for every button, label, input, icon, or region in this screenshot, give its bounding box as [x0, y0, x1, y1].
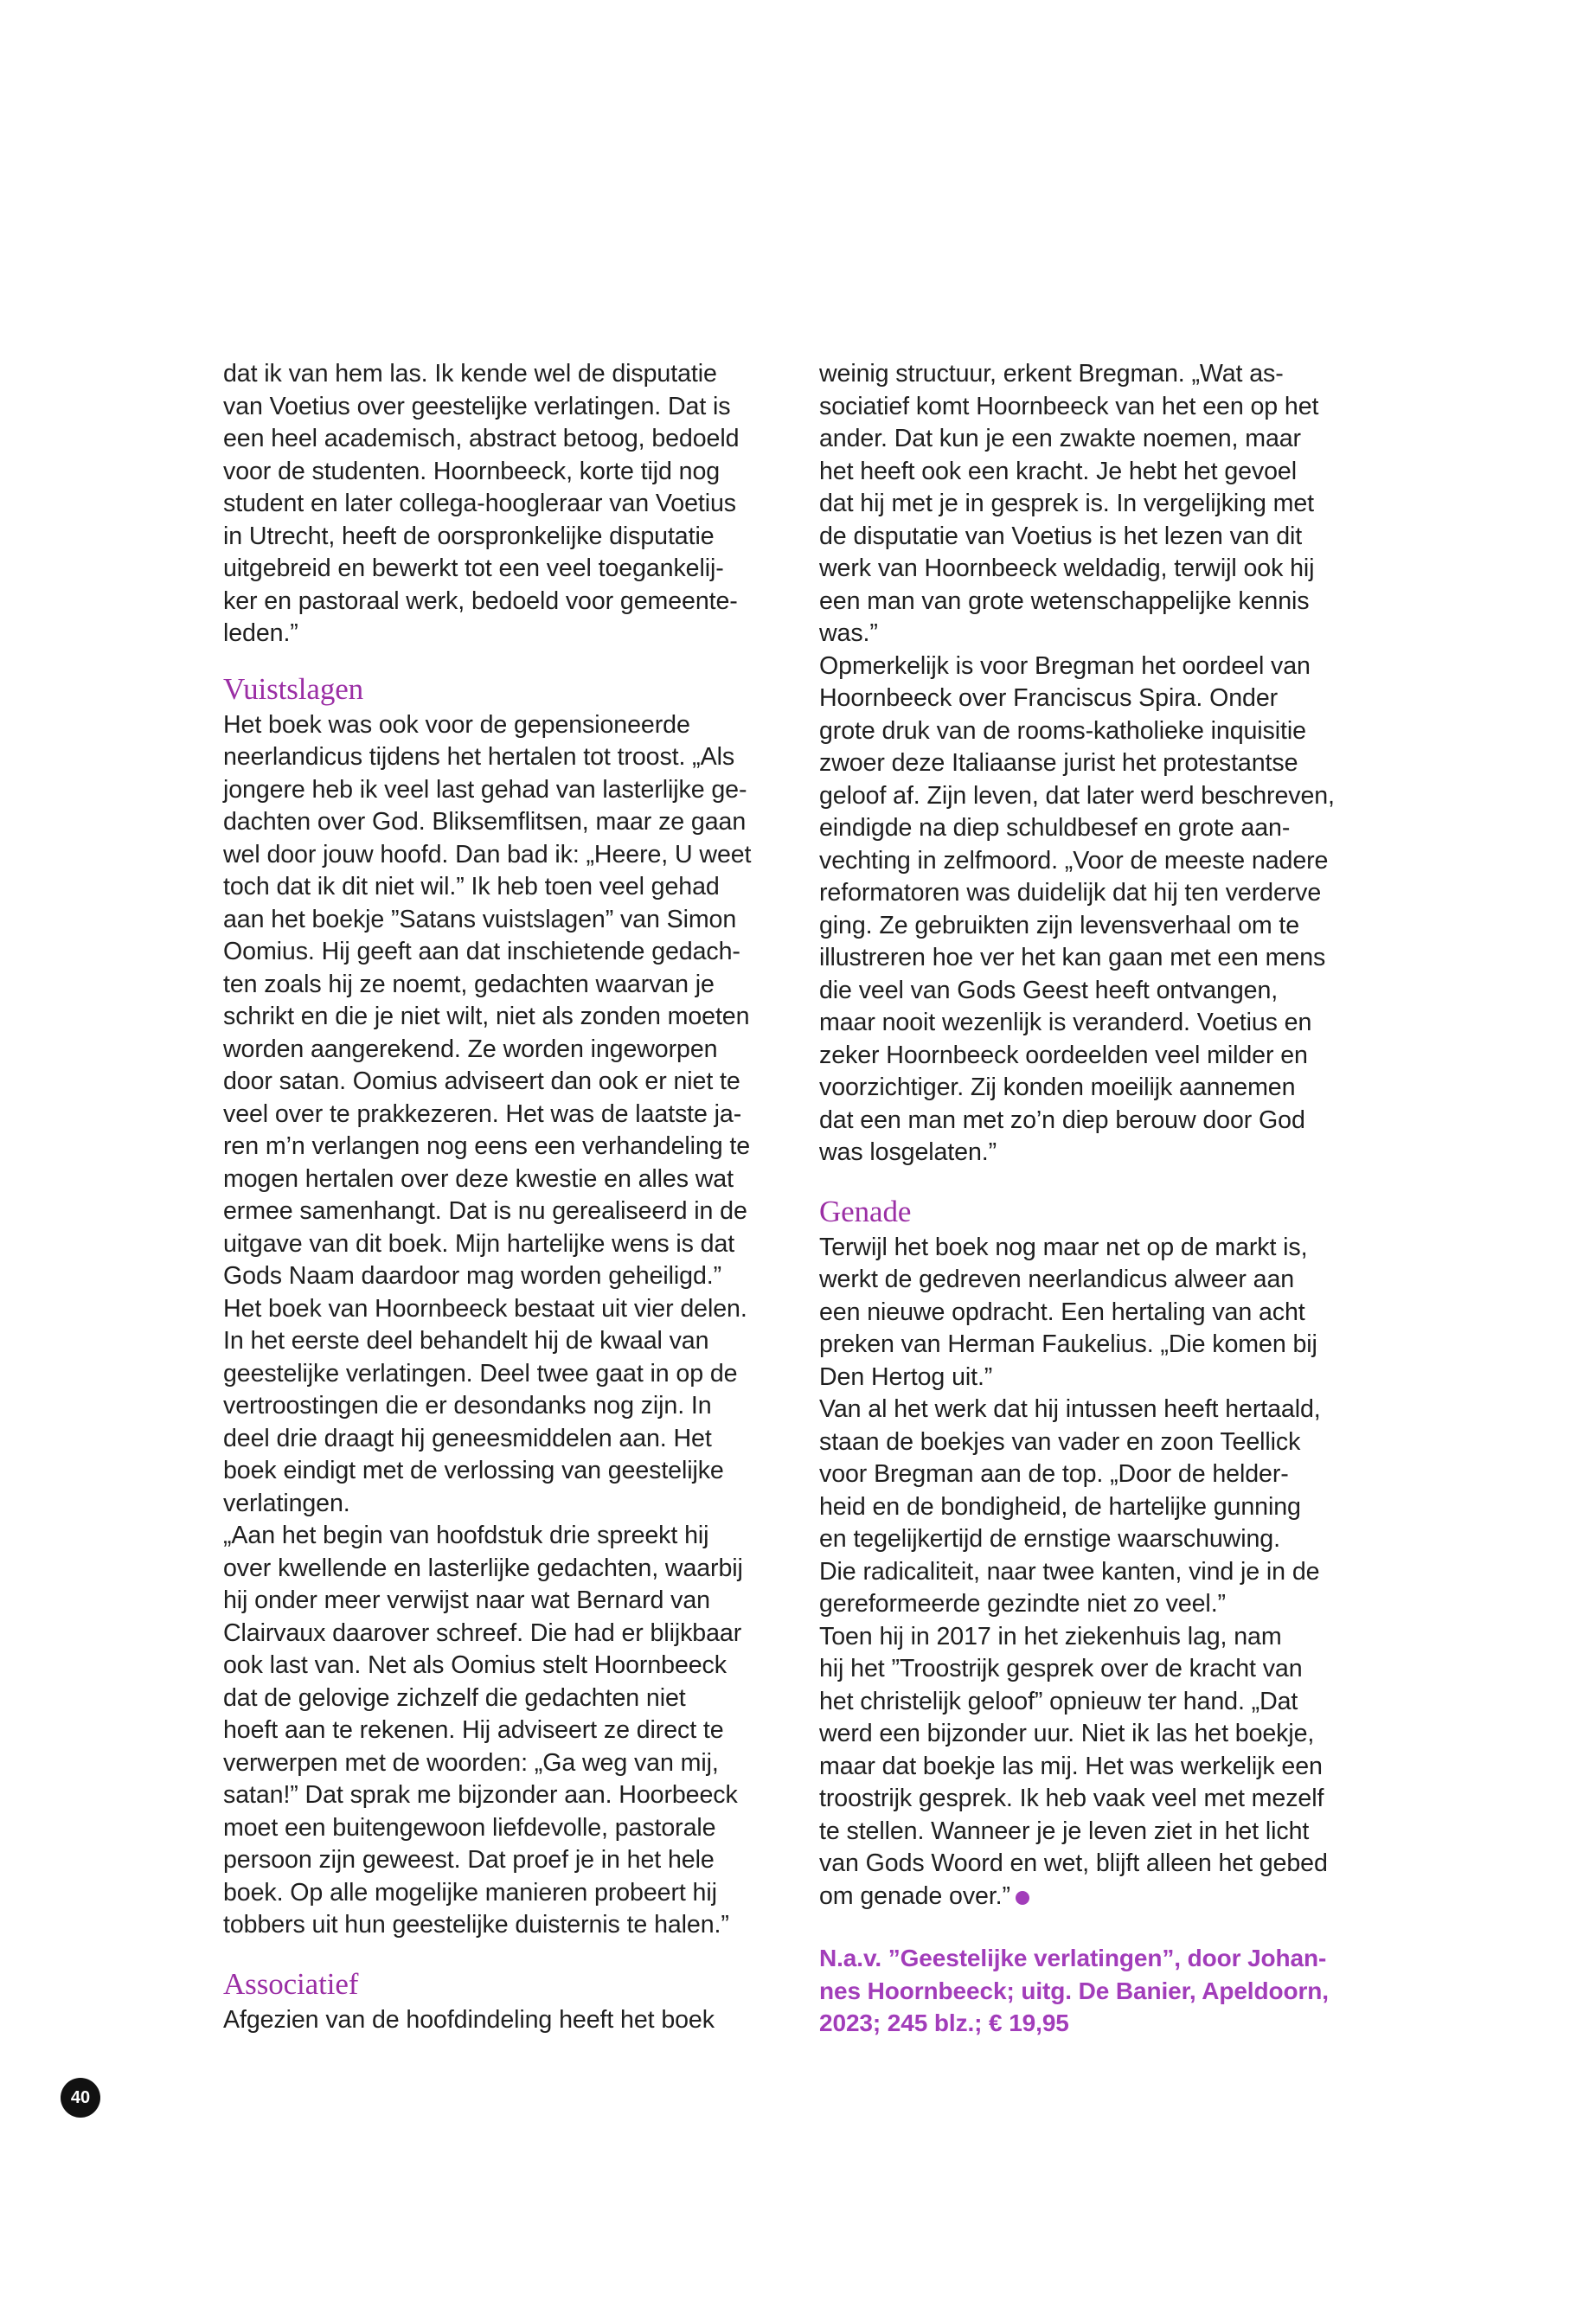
- text-line: Clairvaux daarover schreef. Die had er blijkbaar: [223, 1618, 742, 1647]
- heading-associatief: Associatief: [223, 1966, 359, 2001]
- text-line: toch dat ik dit niet wil.” Ik heb toen veel gehad: [223, 873, 720, 901]
- text-line: Den Hertog uit.”: [819, 1362, 993, 1391]
- genade-paragraph: [819, 1232, 1390, 1913]
- text-line: student en later collega-hoogleraar van Voetius: [223, 490, 736, 517]
- text-line: aan het boekje ”Satans vuistslagen” van Simon: [223, 905, 737, 933]
- text-line: was.”: [819, 619, 878, 647]
- associatief-paragraph: [223, 2004, 794, 2037]
- text-line: in Utrecht, heeft de oorspronkelijke disputatie: [223, 522, 715, 550]
- text-line: weinig structuur, erkent Bregman. „Wat as-: [819, 360, 1284, 388]
- text-line: Hoornbeeck over Franciscus Spira. Onder: [819, 684, 1279, 712]
- text-line: Toen hij in 2017 in het ziekenhuis lag, nam: [819, 1622, 1282, 1650]
- text-line: „Aan het begin van hoofdstuk drie spreekt hij: [223, 1522, 709, 1549]
- vuistslagen-paragraph: [223, 709, 794, 1942]
- text-line: Het boek van Hoornbeeck bestaat uit vier delen.: [223, 1294, 747, 1323]
- text-line: Gods Naam daardoor mag worden geheiligd.”: [223, 1262, 722, 1290]
- book-credit: [819, 1942, 1390, 2040]
- text-line: hij onder meer verwijst naar wat Bernard van: [223, 1586, 710, 1614]
- text-line: verlatingen.: [223, 1489, 350, 1517]
- text-line: dat een man met zo’n diep berouw door God: [819, 1106, 1305, 1134]
- text-line: van Voetius over geestelijke verlatingen. Dat is: [223, 392, 731, 420]
- end-of-article-dot: [1016, 1891, 1029, 1905]
- text-line: hij het ”Troostrijk gesprek over de kracht van: [819, 1655, 1303, 1682]
- text-line: over kwellende en lasterlijke gedachten, waarbij: [223, 1554, 743, 1582]
- heading-genade: Genade: [819, 1194, 912, 1228]
- text-line: werk van Hoornbeeck weldadig, terwijl ook hij: [819, 554, 1315, 582]
- text-line: een man van grote wetenschappelijke kennis: [819, 586, 1310, 615]
- text-line: schrikt en die je niet wilt, niet als zonden moeten: [223, 1003, 750, 1030]
- text-line: reformatoren was duidelijk dat hij ten verderve: [819, 879, 1322, 907]
- text-line: jongere heb ik veel last gehad van lasterlijke ge-: [223, 775, 747, 804]
- text-line: voor de studenten. Hoornbeeck, korte tijd nog: [223, 457, 721, 485]
- text-line: geestelijke verlatingen. Deel twee gaat in op de: [223, 1359, 738, 1388]
- text-line: het christelijk geloof” opnieuw ter hand. „Dat: [819, 1687, 1298, 1715]
- text-line: worden aangerekend. Ze worden ingeworpen: [223, 1035, 718, 1063]
- text-line: gereformeerde gezindte niet zo veel.”: [819, 1590, 1226, 1618]
- text-line: de disputatie van Voetius is het lezen van dit: [819, 522, 1303, 550]
- text-line: vertroostingen die er desondanks nog zijn. In: [223, 1392, 712, 1420]
- text-line: boek eindigt met de verlossing van geestelijke: [223, 1457, 724, 1484]
- text-line: ker en pastoraal werk, bedoeld voor gemeente-: [223, 586, 738, 615]
- text-line: preken van Herman Faukelius. „Die komen bij: [819, 1330, 1317, 1358]
- text-line: 2023; 245 blz.; € 19,95: [819, 2009, 1069, 2036]
- text-line: om genade over.”: [819, 1881, 1390, 1913]
- text-line: illustreren hoe ver het kan gaan met een mens: [819, 944, 1326, 971]
- text-line: ook last van. Net als Oomius stelt Hoornbeeck: [223, 1651, 727, 1679]
- text-line: Die radicaliteit, naar twee kanten, vind je in de: [819, 1557, 1320, 1586]
- text-line: was losgelaten.”: [819, 1138, 997, 1166]
- text-line: Oomius. Hij geeft aan dat inschietende gedach-: [223, 938, 740, 965]
- text-line: dat ik van hem las. Ik kende wel de disputatie: [223, 360, 717, 388]
- text-line: leden.”: [223, 619, 298, 647]
- left-intro-paragraph: [223, 358, 794, 651]
- text-line: dachten over God. Bliksemflitsen, maar ze gaan: [223, 808, 747, 836]
- text-line: grote druk van de rooms-katholieke inquisitie: [819, 716, 1306, 745]
- text-line: uitgebreid en bewerkt tot een veel toegankelij-: [223, 554, 724, 582]
- page-number-badge: 40: [61, 2078, 100, 2118]
- text-line: troostrijk gesprek. Ik heb vaak veel met mezelf: [819, 1785, 1324, 1812]
- text-line: Opmerkelijk is voor Bregman het oordeel van: [819, 651, 1311, 680]
- text-line: een nieuwe opdracht. Een hertaling van acht: [819, 1298, 1305, 1326]
- text-line: een heel academisch, abstract betoog, bedoeld: [223, 425, 740, 452]
- text-line: maar nooit wezenlijk is veranderd. Voetius en: [819, 1009, 1312, 1036]
- right-intro-paragraph: [819, 358, 1390, 1170]
- text-line: staan de boekjes van vader en zoon Teellick: [819, 1427, 1301, 1456]
- text-line: N.a.v. ”Geestelijke verlatingen”, door Johan-: [819, 1945, 1327, 1971]
- text-line: deel drie draagt hij geneesmiddelen aan. Het: [223, 1424, 712, 1452]
- right-column: [819, 358, 1390, 2040]
- text-line: het heeft ook een kracht. Je hebt het gevoel: [819, 457, 1297, 485]
- text-line: eindigde na diep schuldbesef en grote aan-: [819, 814, 1291, 842]
- text-line: hoeft aan te rekenen. Hij adviseert ze direct te: [223, 1716, 724, 1744]
- text-line: Van al het werk dat hij intussen heeft hertaald,: [819, 1395, 1321, 1423]
- text-line: ren m’n verlangen nog eens een verhandeling te: [223, 1132, 751, 1160]
- text-line: geloof af. Zijn leven, dat later werd beschreven,: [819, 781, 1335, 810]
- text-line: mogen hertalen over deze kwestie en alles wat: [223, 1164, 734, 1193]
- text-line: heid en de bondigheid, de hartelijke gunning: [819, 1492, 1301, 1521]
- text-line: dat hij met je in gesprek is. In vergelijking met: [819, 490, 1315, 517]
- text-line: persoon zijn geweest. Dat proef je in het hele: [223, 1846, 715, 1874]
- text-line: door satan. Oomius adviseert dan ook er niet te: [223, 1067, 740, 1095]
- left-column: [223, 358, 794, 2036]
- text-line: Afgezien van de hoofdindeling heeft het boek: [223, 2005, 715, 2034]
- text-line: werkt de gedreven neerlandicus alweer aan: [819, 1266, 1295, 1293]
- text-line: tobbers uit hun geestelijke duisternis te halen.”: [223, 1911, 729, 1939]
- text-line: veel over te prakkezeren. Het was de laatste ja-: [223, 1099, 742, 1128]
- text-line: werd een bijzonder uur. Niet ik las het boekje,: [819, 1720, 1315, 1747]
- text-line: van Gods Woord en wet, blijft alleen het gebed: [819, 1849, 1328, 1877]
- text-line: uitgave van dit boek. Mijn hartelijke wens is dat: [223, 1229, 735, 1258]
- text-line: zwoer deze Italiaanse jurist het protestantse: [819, 749, 1298, 777]
- text-line: In het eerste deel behandelt hij de kwaal van: [223, 1327, 709, 1355]
- text-line: ten zoals hij ze noemt, gedachten waarvan je: [223, 970, 715, 998]
- text-line: zeker Hoornbeeck oordeelden veel milder en: [819, 1041, 1308, 1069]
- text-line: voorzichtiger. Zij konden moeilijk aannemen: [819, 1074, 1296, 1101]
- text-line: Terwijl het boek nog maar net op de markt is,: [819, 1233, 1308, 1261]
- text-line: te stellen. Wanneer je je leven ziet in het licht: [819, 1817, 1310, 1845]
- text-line: verwerpen met de woorden: „Ga weg van mij,: [223, 1748, 719, 1777]
- text-line: wel door jouw hoofd. Dan bad ik: „Heere, U weet: [223, 840, 752, 868]
- text-line: boek. Op alle mogelijke manieren probeert hij: [223, 1878, 717, 1907]
- text-line: vechting in zelfmoord. „Voor de meeste nadere: [819, 846, 1329, 875]
- text-line: die veel van Gods Geest heeft ontvangen,: [819, 976, 1279, 1004]
- text-line: Het boek was ook voor de gepensioneerde: [223, 710, 690, 739]
- text-line: nes Hoornbeeck; uitg. De Banier, Apeldoorn,: [819, 1977, 1329, 2004]
- text-line: satan!” Dat sprak me bijzonder aan. Hoorbeeck: [223, 1781, 738, 1809]
- text-line: voor Bregman aan de top. „Door de helder-: [819, 1460, 1289, 1488]
- text-line: sociatief komt Hoornbeeck van het een op het: [819, 392, 1319, 420]
- heading-vuistslagen: Vuistslagen: [223, 671, 364, 706]
- text-line: dat de gelovige zichzelf die gedachten niet: [223, 1683, 686, 1712]
- text-line: maar dat boekje las mij. Het was werkelijk een: [819, 1752, 1323, 1780]
- text-line: neerlandicus tijdens het hertalen tot troost. „Als: [223, 743, 735, 771]
- text-line: ander. Dat kun je een zwakte noemen, maar: [819, 425, 1301, 452]
- text-line: ermee samenhangt. Dat is nu gerealiseerd in de: [223, 1197, 747, 1225]
- text-line: moet een buitengewoon liefdevolle, pastorale: [223, 1813, 716, 1842]
- text-line: ging. Ze gebruikten zijn levensverhaal om te: [819, 911, 1300, 939]
- text-line: en tegelijkertijd de ernstige waarschuwing.: [819, 1525, 1280, 1553]
